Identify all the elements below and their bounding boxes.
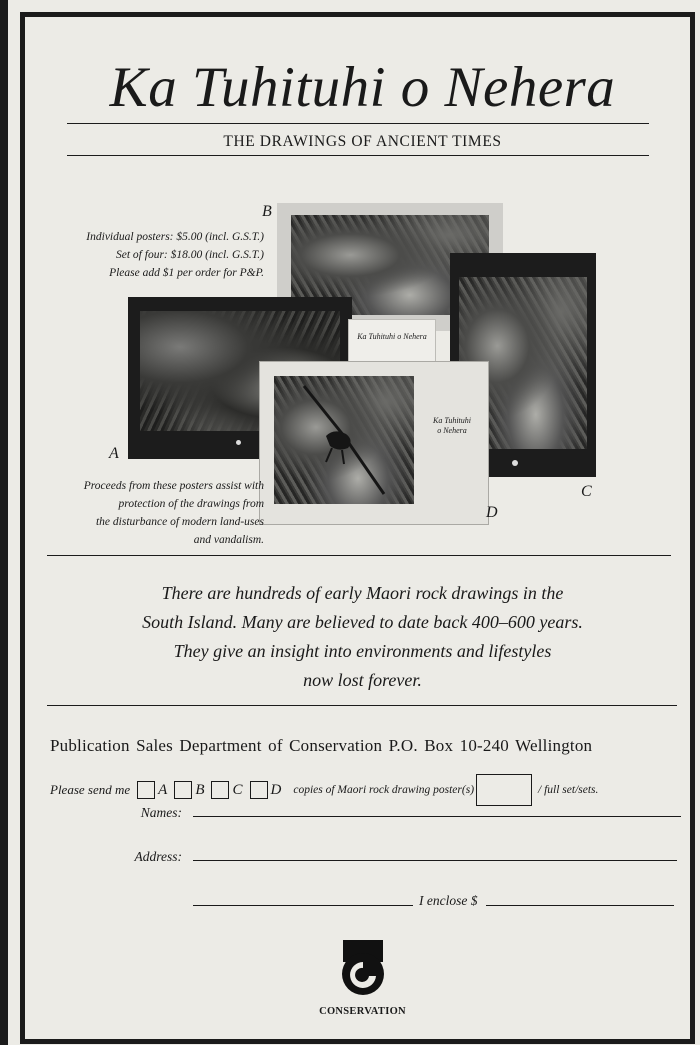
proceeds-info xyxy=(34,477,264,549)
section-divider-top xyxy=(47,555,671,556)
page-edge-bar xyxy=(0,0,8,1045)
order-row xyxy=(50,774,598,806)
enclose-label: I enclose $ xyxy=(419,893,478,908)
poster-a-logo-icon xyxy=(236,440,241,445)
signature-field[interactable] xyxy=(193,905,413,906)
proceeds-line-2: protection of the drawings from xyxy=(118,498,264,510)
quantity-box[interactable] xyxy=(476,774,532,806)
description-line-2: South Island. Many are believed to date back 400–600 years. xyxy=(142,612,583,632)
names-label: Names: xyxy=(140,805,182,820)
description-line-1: There are hundreds of early Maori rock drawings in the xyxy=(161,583,564,603)
price-individual: Individual posters: $5.00 (incl. G.S.T.) xyxy=(86,231,264,243)
poster-d-drawing xyxy=(274,376,414,504)
checkbox-d[interactable] xyxy=(250,781,268,799)
price-set: Set of four: $18.00 (incl. G.S.T.) xyxy=(116,249,264,261)
description-line-4: now lost forever. xyxy=(303,670,422,690)
address-field[interactable] xyxy=(193,860,677,861)
poster-title-card xyxy=(348,319,436,367)
copies-label: copies of Maori rock drawing poster(s) xyxy=(293,784,475,796)
order-address: Publication Sales Department of Conservation P.O. Box 10-240 Wellington xyxy=(50,736,593,755)
section-divider-bottom xyxy=(47,705,677,706)
checkbox-c[interactable] xyxy=(211,781,229,799)
poster-d-title xyxy=(420,416,484,436)
enclose-amount-field[interactable] xyxy=(486,905,674,906)
address-label: Address: xyxy=(134,849,182,864)
price-postage: Please add $1 per order for P&P. xyxy=(109,267,264,279)
proceeds-line-1: Proceeds from these posters assist with xyxy=(83,480,264,492)
page-subtitle: THE DRAWINGS OF ANCIENT TIMES xyxy=(223,133,502,150)
pricing-info xyxy=(24,228,264,282)
checkbox-d-label: D xyxy=(270,781,282,798)
page-title: Ka Tuhituhi o Nehera xyxy=(109,56,616,119)
poster-label-d: D xyxy=(486,504,498,521)
checkbox-a[interactable] xyxy=(137,781,155,799)
names-field[interactable] xyxy=(193,816,681,817)
full-set-label: / full set/sets. xyxy=(538,784,599,796)
checkbox-b-label: B xyxy=(195,781,205,798)
proceeds-line-3: the disturbance of modern land-uses xyxy=(95,516,264,528)
proceeds-line-4: and vandalism. xyxy=(193,534,264,546)
poster-title-card-text: Ka Tuhituhi o Nehera xyxy=(357,332,427,341)
poster-label-a: A xyxy=(109,445,119,462)
poster-label-c: C xyxy=(581,483,592,500)
title-rule-bottom xyxy=(67,155,649,156)
poster-d-title-line2: o Nehera xyxy=(437,426,467,435)
poster-d-title-line1: Ka Tuhituhi xyxy=(432,416,471,425)
conservation-logo-text: CONSERVATION xyxy=(319,1006,406,1017)
title-rule-top xyxy=(67,123,649,124)
conservation-logo-icon xyxy=(339,940,387,996)
description-line-3: They give an insight into environments and lifestyles xyxy=(173,641,552,661)
poster-label-b: B xyxy=(262,203,272,220)
advertisement-frame xyxy=(20,12,695,1044)
please-send-label: Please send me xyxy=(50,782,131,797)
checkbox-b[interactable] xyxy=(174,781,192,799)
checkbox-a-label: A xyxy=(158,781,168,798)
description-paragraph xyxy=(25,579,700,695)
poster-d-image xyxy=(274,376,414,504)
checkbox-c-label: C xyxy=(232,781,243,798)
poster-c-logo-icon xyxy=(512,460,518,466)
poster-d xyxy=(259,361,489,525)
